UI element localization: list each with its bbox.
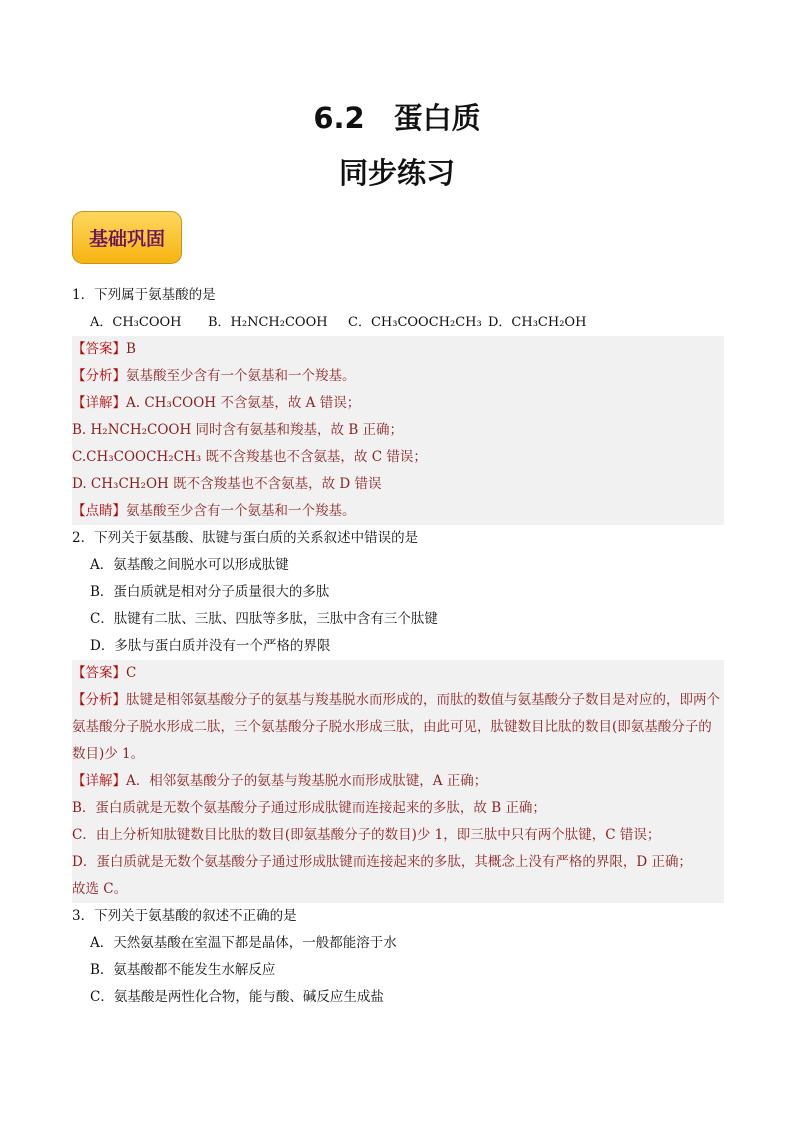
q2-answer-line (72, 660, 724, 687)
q2-detail-a-line (72, 768, 724, 795)
detail-tag: 【详解】 (72, 773, 126, 789)
question-1-solution (72, 336, 724, 525)
q3-option-a: A．天然氨基酸在室温下都是晶体，一般都能溶于水 (90, 935, 397, 951)
q2-option-a: A．氨基酸之间脱水可以形成肽键 (90, 557, 289, 573)
q1-detail-c: C.CH₃COOCH₂CH₃ 既不含羧基也不含氨基，故 C 错误； (72, 449, 427, 465)
question-2-solution (72, 660, 724, 903)
exercise-content (72, 282, 724, 1011)
question-3-stem: 3．下列关于氨基酸的叙述不正确的是 (72, 908, 297, 924)
analysis-tag: 【分析】 (72, 692, 126, 708)
q1-option-a: A．CH₃COOH (90, 315, 182, 330)
q2-analysis-para (72, 687, 724, 768)
page-subtitle: 同步练习 (338, 156, 455, 190)
answer-tag: 【答案】 (72, 665, 126, 681)
q1-answer-line (72, 336, 724, 363)
q1-option-d: D．CH₃CH₂OH (488, 315, 587, 330)
q2-option-b: B．蛋白质就是相对分子质量很大的多肽 (90, 584, 330, 600)
question-2-stem: 2．下列关于氨基酸、肽键与蛋白质的关系叙述中错误的是 (72, 530, 419, 546)
q2-detail-b: B．蛋白质就是无数个氨基酸分子通过形成肽键而连接起来的多肽，故 B 正确； (72, 800, 546, 816)
section-badge: 基础巩固 (72, 211, 182, 264)
q2-detail-a: A．相邻氨基酸分子的氨基与羧基脱水而形成肽键，A 正确； (126, 773, 488, 789)
q1-point: 氨基酸至少含有一个氨基和一个羧基。 (126, 503, 356, 519)
q1-analysis: 氨基酸至少含有一个氨基和一个羧基。 (126, 368, 356, 384)
q1-option-c: C．CH₃COOCH₂CH₃ (348, 315, 482, 330)
q3-option-c: C．氨基酸是两性化合物，能与酸、碱反应生成盐 (90, 989, 384, 1005)
q1-point-line (72, 498, 724, 525)
q2-detail-c: C．由上分析知肽键数目比肽的数目(即氨基酸分子的数目)少 1，即三肽中只有两个肽键，C 错误； (72, 827, 661, 843)
q2-option-d: D．多肽与蛋白质并没有一个严格的界限 (90, 638, 331, 654)
q1-answer: B (126, 341, 136, 357)
q2-answer: C (126, 665, 137, 681)
q2-detail-d: D．蛋白质就是无数个氨基酸分子通过形成肽键而连接起来的多肽，其概念上没有严格的界限，D 正确； (72, 854, 692, 870)
page-title: 6.2 蛋白质 (313, 101, 481, 135)
q2-analysis: 肽键是相邻氨基酸分子的氨基与羧基脱水而形成的，而肽的数值与氨基酸分子数目是对应的，即两个氨基酸分子脱水形成二肽，三个氨基酸分子脱水形成三肽，由此可见，肽键数目比肽的数目(即氨基酸分子的数目)少 1。 (72, 692, 720, 762)
q2-option-c: C．肽键有二肽、三肽、四肽等多肽，三肽中含有三个肽键 (90, 611, 438, 627)
question-1-options (72, 309, 724, 336)
q2-conclusion: 故选 C。 (72, 881, 128, 897)
analysis-tag: 【分析】 (72, 368, 126, 384)
question-1-stem: 1．下列属于氨基酸的是 (72, 287, 216, 303)
detail-tag: 【详解】 (72, 395, 126, 411)
q3-option-b: B．氨基酸都不能发生水解反应 (90, 962, 276, 978)
q1-detail-a-line (72, 390, 724, 417)
q1-analysis-line (72, 363, 724, 390)
answer-tag: 【答案】 (72, 341, 126, 357)
q1-detail-d: D. CH₃CH₂OH 既不含羧基也不含氨基，故 D 错误 (72, 476, 382, 492)
q1-detail-b: B. H₂NCH₂COOH 同时含有氨基和羧基，故 B 正确； (72, 422, 404, 438)
q1-option-b: B．H₂NCH₂COOH (208, 315, 328, 330)
q1-detail-a: A. CH₃COOH 不含氨基，故 A 错误； (126, 395, 361, 411)
point-tag: 【点睛】 (72, 503, 126, 519)
